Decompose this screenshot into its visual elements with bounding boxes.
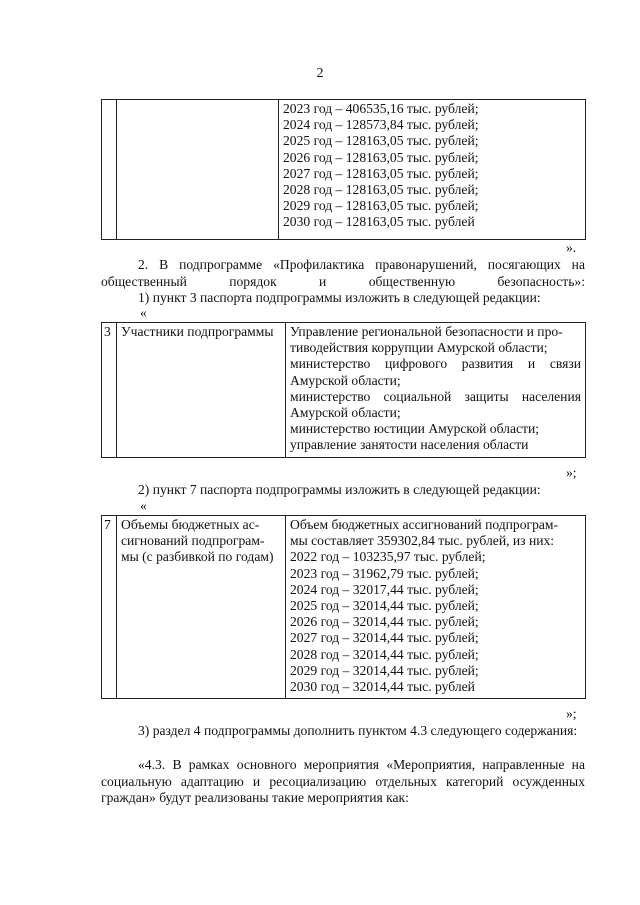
closing-quote: »;: [566, 706, 577, 721]
year-line: 2025 год – 32014,44 тыс. рублей;: [290, 598, 479, 614]
table-row: [102, 323, 586, 458]
year-line: 2028 год – 128163,05 тыс. рублей;: [283, 182, 479, 198]
participant-line: управление занятости населения области: [290, 437, 529, 453]
year-line: 2024 год – 128573,84 тыс. рублей;: [283, 117, 479, 133]
participant-line: Амурской области;: [290, 372, 401, 388]
item-2: 2) пункт 7 паспорта подпрограммы изложить в следующей редакции:: [138, 482, 541, 497]
year-line: 2026 год – 32014,44 тыс. рублей;: [290, 614, 479, 630]
table-cell-values: [279, 100, 586, 240]
participants-table: [101, 322, 586, 458]
item-3: 3) раздел 4 подпрограммы дополнить пунктом 4.3 следующего содержания:: [138, 723, 578, 738]
table-cell-number: 7: [102, 516, 117, 699]
participant-line: министерство цифрового развития и связи: [290, 356, 581, 372]
budget-line: мы составляет 359302,84 тыс. рублей, из них:: [290, 533, 555, 549]
item-1: 1) пункт 3 паспорта подпрограммы изложить в следующей редакции:: [138, 290, 541, 305]
table-cell-number: [102, 100, 117, 240]
year-line: 2029 год – 32014,44 тыс. рублей;: [290, 662, 479, 678]
year-line: 2027 год – 128163,05 тыс. рублей;: [283, 165, 479, 181]
year-line: 2022 год – 103235,97 тыс. рублей;: [290, 549, 486, 565]
year-line: 2029 год – 128163,05 тыс. рублей;: [283, 198, 479, 214]
table-cell-values: [286, 323, 586, 458]
table-cell-label: [117, 100, 279, 240]
table-cell-label: Участники подпрограммы: [117, 323, 286, 458]
participant-line: Управление региональной безопасности и про-: [290, 324, 563, 339]
paragraph-4-3: «4.3. В рамках основного мероприятия «Мероприятия, направленные на социальную адаптацию и ресоциализацию отдельных категорий осужденных граждан» будут реализованы такие мероприятия как:: [101, 757, 585, 805]
budget-line: Объем бюджетных ассигнований подпрограм-: [290, 517, 559, 532]
year-line: 2027 год – 32014,44 тыс. рублей;: [290, 630, 479, 646]
year-line: 2028 год – 32014,44 тыс. рублей;: [290, 646, 479, 662]
year-line: 2030 год – 32014,44 тыс. рублей: [290, 679, 475, 695]
year-line: 2024 год – 32017,44 тыс. рублей;: [290, 581, 479, 597]
year-line: 2023 год – 406535,16 тыс. рублей;: [283, 101, 479, 116]
opening-quote: «: [140, 498, 147, 513]
budget-table: [101, 515, 586, 699]
participant-line: тиводействия коррупции Амурской области;: [290, 340, 548, 356]
participant-line: министерство социальной защиты населения: [290, 388, 581, 404]
opening-quote: «: [140, 305, 147, 320]
funding-table-continued: [101, 99, 586, 240]
label-line: мы (с разбивкой по годам): [121, 549, 274, 565]
year-line: 2023 год – 31962,79 тыс. рублей;: [290, 565, 479, 581]
closing-quote: »;: [566, 465, 577, 480]
paragraph-2: 2. В подпрограмме «Профилактика правонарушений, посягающих на общественный порядок и общественную безопасность»:: [101, 257, 585, 289]
page-number: 2: [316, 66, 324, 81]
table-row: [102, 100, 586, 240]
participant-line: министерство юстиции Амурской области;: [290, 421, 540, 437]
closing-quote: ».: [566, 240, 577, 255]
table-cell-number: 3: [102, 323, 117, 458]
label-line: Объемы бюджетных ас-: [121, 517, 260, 532]
table-cell-label: [117, 516, 286, 699]
label-line: сигнований подпрограм-: [121, 533, 265, 549]
year-line: 2030 год – 128163,05 тыс. рублей: [283, 214, 475, 230]
participant-line: Амурской области;: [290, 405, 401, 421]
year-line: 2026 год – 128163,05 тыс. рублей;: [283, 149, 479, 165]
table-row: [102, 516, 586, 699]
year-line: 2025 год – 128163,05 тыс. рублей;: [283, 133, 479, 149]
table-cell-values: [286, 516, 586, 699]
